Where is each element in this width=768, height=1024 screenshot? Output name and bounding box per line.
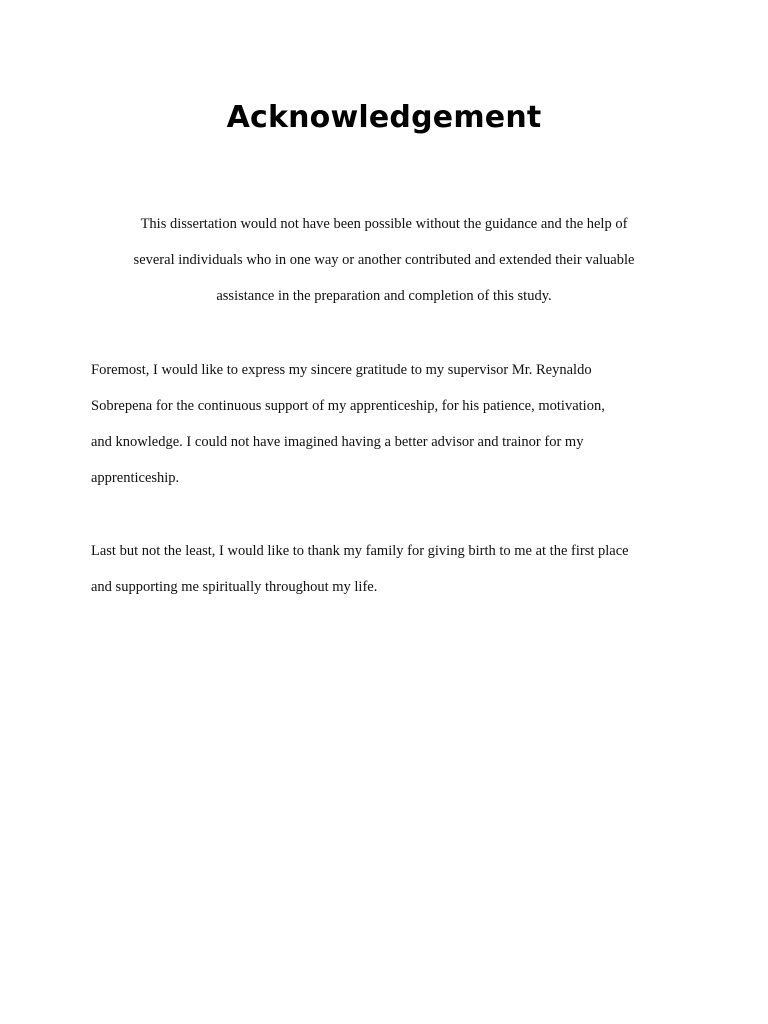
paragraph-line: and knowledge. I could not have imagined having a better advisor and trainor for my <box>91 434 584 450</box>
paragraph-line: several individuals who in one way or another contributed and extended their valuable <box>133 252 635 268</box>
paragraph-line: assistance in the preparation and completion of this study. <box>216 288 552 304</box>
paragraph-line: Foremost, I would like to express my sincere gratitude to my supervisor Mr. Reynaldo <box>91 362 592 378</box>
paragraph-line: Last but not the least, I would like to thank my family for giving birth to me at the first place <box>91 543 629 559</box>
page-title: Acknowledgement <box>226 100 542 135</box>
paragraph-supervisor <box>91 352 711 496</box>
paragraph-line: apprenticeship. <box>91 470 180 486</box>
paragraph-line: and supporting me spiritually throughout my life. <box>91 579 378 595</box>
paragraph-intro <box>70 206 698 314</box>
paragraph-line: Sobrepena for the continuous support of my apprenticeship, for his patience, motivation, <box>91 398 605 414</box>
paragraph-line: This dissertation would not have been possible without the guidance and the help of <box>140 216 628 232</box>
paragraph-family <box>91 533 711 605</box>
